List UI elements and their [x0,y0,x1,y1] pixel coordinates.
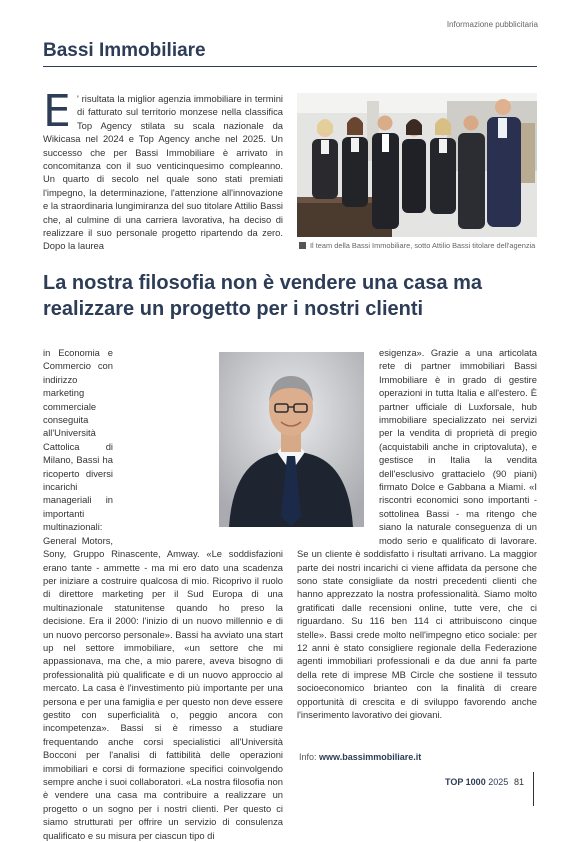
info-line [299,752,421,762]
caption-text: Il team della Bassi Immobiliare, sotto Attilio Bassi titolare dell'agenzia [310,241,536,250]
photo-caption [299,241,537,251]
portrait-photo [219,352,364,527]
page-number: 81 [514,777,525,787]
info-label: Info: [299,752,317,762]
team-photo [297,93,537,237]
body-text-right: esigenza». Grazie a una articolata rete di partner immobiliari Bassi Immobiliare è in grado di gestire operazioni in tutta Italia e all'estero. È partner ufficiale di Luxforsale, hub immobiliare specializzato nei servizi per la vendita di proprietà di pregio (acquistabili anche in criptovaluta), e gestisce in Italia la vendita dell'esclusivo grattacielo (90 piani) firmato Dolce e Gabbana a Miami. «I riscontri economici sono importanti - sottolinea Bassi - ma ritengo che siano la naturale conseguenza di un modo serio e qualificato di lavorare. Se un cliente è soddisfatto i risultati arrivano. La maggior parte dei nostri incarichi ci viene affidata da persone che sono state consigliate da nostri precedenti clienti che hanno apprezzato la nostra professionalità. Siamo molto gratificati dalle recensioni online, tutte vere, che ci riguardano. Su 116 ben 114 ci attribuiscono cinque stelle». Bassi crede molto nell'impegno etico sociale: per 12 anni è stato consigliere regionale della Federazione agenti immobiliari professionali e da due anni fa parte della rete di imprese MB Circle che sostiene il tessuto socioeconomico brianteo con la finalità di creare opportunità di crescita e di sviluppo favorendo anche l'inserimento lavorativo dei giovani. [297,347,537,720]
body-text-left: in Economia e Commercio con indirizzo marketing commerciale conseguita all'Università Cattolica di Milano, Bassi ha ricoperto diversi incarichi manageriali in importanti multinazionali: General Motors, Sony, Gruppo Rinascente, Amway. «Le soddisfazioni erano tante - ammette - ma mi ero dato una scadenza per iniziare a costruire qualcosa di mio. Ricoprivo il ruolo di direttore marketing per il Sud Europa di una multinazionale statunitense quando ho preso la decisione. Era il 2000: l'inizio di un nuovo millennio e di un nuovo percorso personale». Bassi ha avviato una start up nel settore immobiliare, «un settore che mi appassionava, ma che, a mio parere, aveva bisogno di professionalità più qualificate e di un nuovo approccio al mercato. La casa è l'investimento più importante per una persona e per una famiglia e per questo non deve essere gestito con superficialità o, peggio ancora con incompetenza». Bassi si è rimesso a studiare frequentando anche corsi specialistici all'Università Bocconi per l'analisi di fattibilità delle operazioni immobiliari e corsi di formazione specifici coinvolgendo sempre anche i suoi collaboratori. «La nostra filosofia non è vendere una casa ma contribuire a realizzare un progetto o un sogno per i nostri clienti. Per questo ci siamo strutturati per offrire un servizio di consulenza qualificato e su misura per ciascun tipo di [43,347,283,841]
drop-cap: E [43,86,71,137]
advertorial-label: Informazione pubblicitaria [446,20,538,29]
caption-marker-icon [299,242,306,249]
website-link[interactable]: www.bassimmobiliare.it [319,752,422,762]
portrait-image [219,352,364,527]
intro-paragraph [43,86,283,253]
footer-divider [533,772,534,806]
intro-text: ' risultata la miglior agenzia immobiliare in termini di fatturato sul territorio monzese nella classifica Top Agency stilata su scala nazionale da Wikicasa nel 2024 e Top Agency anche nel 2025. Un successo che per Bassi Immobiliare è arrivato in concomitanza con il suo venticinquesimo compleanno. Un quarto di secolo nel quale sono stati premiati l'impegno, la determinazione, l'attenzione all'innovazione e la straordinaria lungimiranza del suo titolare Attilio Bassi che, al culmine di una carriera lavorativa, ha deciso di realizzare il suo personale progetto ripartendo da zero. Dopo la laurea [43,93,283,252]
edition-year: 2025 [488,777,509,787]
top1000-label: TOP 1000 [445,777,486,787]
header-divider [43,66,537,67]
brand-title: Bassi Immobiliare [43,40,206,61]
footer-brand [445,777,508,787]
team-photo-image [297,93,537,237]
article-headline: La nostra filosofia non è vendere una casa ma realizzare un progetto per i nostri clienti [43,272,483,320]
